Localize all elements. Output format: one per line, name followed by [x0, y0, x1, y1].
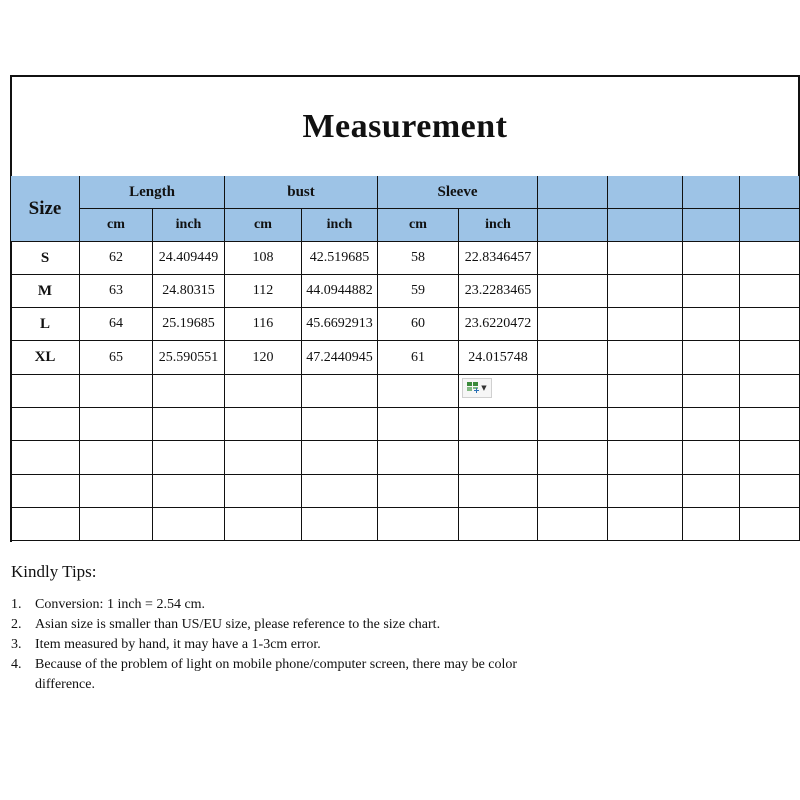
table-cell[interactable]: 24.80315	[153, 275, 225, 308]
unit-header-inch[interactable]: inch	[302, 209, 378, 242]
empty-cell[interactable]	[225, 408, 302, 441]
empty-cell[interactable]	[538, 508, 608, 541]
empty-cell[interactable]	[608, 475, 683, 508]
empty-cell[interactable]	[153, 408, 225, 441]
empty-cell[interactable]	[153, 475, 225, 508]
empty-cell[interactable]	[740, 441, 800, 475]
empty-cell[interactable]	[80, 408, 153, 441]
empty-header-cell[interactable]	[740, 209, 800, 242]
empty-cell[interactable]	[302, 441, 378, 475]
empty-cell[interactable]	[608, 375, 683, 408]
empty-cell[interactable]	[302, 508, 378, 541]
empty-cell[interactable]	[80, 508, 153, 541]
empty-cell[interactable]	[683, 375, 740, 408]
table-cell[interactable]: 61	[378, 341, 459, 375]
empty-cell[interactable]	[302, 408, 378, 441]
tip-item	[11, 655, 791, 695]
table-cell[interactable]: 108	[225, 242, 302, 275]
tip-item	[11, 635, 791, 655]
empty-cell[interactable]	[683, 408, 740, 441]
empty-cell[interactable]	[11, 508, 80, 541]
tip-item	[11, 615, 791, 635]
tips-title: Kindly Tips:	[11, 562, 97, 581]
table-cell[interactable]: 59	[378, 275, 459, 308]
table-cell[interactable]: 58	[378, 242, 459, 275]
empty-cell[interactable]	[153, 508, 225, 541]
table-cell[interactable]: 63	[80, 275, 153, 308]
size-cell[interactable]: L	[11, 308, 80, 341]
empty-cell[interactable]	[80, 475, 153, 508]
table-cell[interactable]: 23.6220472	[459, 308, 538, 341]
table-cell[interactable]: 25.19685	[153, 308, 225, 341]
empty-cell[interactable]	[378, 441, 459, 475]
empty-header-cell[interactable]	[740, 176, 800, 209]
empty-cell[interactable]	[683, 475, 740, 508]
size-cell[interactable]: XL	[11, 341, 80, 375]
empty-cell[interactable]	[683, 308, 740, 341]
empty-cell[interactable]	[538, 275, 608, 308]
empty-cell[interactable]	[459, 408, 538, 441]
empty-cell[interactable]	[302, 475, 378, 508]
unit-header-inch[interactable]: inch	[459, 209, 538, 242]
empty-cell[interactable]	[608, 508, 683, 541]
empty-cell[interactable]	[608, 408, 683, 441]
empty-cell[interactable]	[608, 242, 683, 275]
empty-cell[interactable]	[225, 441, 302, 475]
empty-cell[interactable]	[740, 508, 800, 541]
empty-cell[interactable]	[683, 275, 740, 308]
table-cell[interactable]: 116	[225, 308, 302, 341]
unit-header-cm[interactable]: cm	[378, 209, 459, 242]
tip-number: 4.	[11, 657, 22, 672]
tip-number: 2.	[11, 617, 22, 632]
group-header-length[interactable]: Length	[80, 176, 225, 209]
tip-number: 3.	[11, 637, 22, 652]
empty-cell[interactable]	[11, 475, 80, 508]
table-cell[interactable]: 44.0944882	[302, 275, 378, 308]
empty-cell[interactable]	[683, 508, 740, 541]
empty-cell[interactable]	[378, 508, 459, 541]
table-cell[interactable]: 62	[80, 242, 153, 275]
unit-header-inch[interactable]: inch	[153, 209, 225, 242]
empty-header-cell[interactable]	[608, 209, 683, 242]
empty-cell[interactable]	[683, 441, 740, 475]
empty-cell[interactable]	[740, 375, 800, 408]
table-title: Measurement	[302, 108, 508, 145]
unit-header-cm[interactable]: cm	[80, 209, 153, 242]
empty-cell[interactable]	[153, 375, 225, 408]
tip-text: Because of the problem of light on mobile phone/computer screen, there may be color difference.	[35, 657, 518, 692]
empty-cell[interactable]	[683, 242, 740, 275]
empty-cell[interactable]	[608, 308, 683, 341]
group-header-sleeve[interactable]: Sleeve	[378, 176, 538, 209]
empty-cell[interactable]	[80, 441, 153, 475]
empty-cell[interactable]	[608, 441, 683, 475]
group-header-bust[interactable]: bust	[225, 176, 378, 209]
empty-cell[interactable]	[608, 341, 683, 375]
table-cell[interactable]: 112	[225, 275, 302, 308]
empty-cell[interactable]	[740, 308, 800, 341]
table-cell[interactable]: 24.409449	[153, 242, 225, 275]
size-cell[interactable]: S	[11, 242, 80, 275]
empty-cell[interactable]	[538, 441, 608, 475]
empty-cell[interactable]	[459, 441, 538, 475]
empty-cell[interactable]	[11, 375, 80, 408]
empty-cell[interactable]	[11, 408, 80, 441]
clipboard-glyph	[467, 382, 479, 394]
table-cell[interactable]: 22.8346457	[459, 242, 538, 275]
empty-cell[interactable]	[459, 508, 538, 541]
empty-cell[interactable]	[538, 242, 608, 275]
empty-cell[interactable]	[225, 375, 302, 408]
unit-header-cm[interactable]: cm	[225, 209, 302, 242]
empty-header-cell[interactable]	[538, 209, 608, 242]
table-cell[interactable]: 24.015748	[459, 341, 538, 375]
empty-cell[interactable]	[302, 375, 378, 408]
empty-cell[interactable]	[538, 408, 608, 441]
empty-cell[interactable]	[11, 441, 80, 475]
title-cell	[10, 75, 800, 177]
tip-text: Conversion: 1 inch = 2.54 cm.	[35, 597, 206, 612]
chevron-down-icon: ▼	[481, 384, 487, 392]
tip-number: 1.	[11, 597, 22, 612]
empty-cell[interactable]	[683, 341, 740, 375]
empty-cell[interactable]	[608, 275, 683, 308]
table-cell[interactable]: 42.519685	[302, 242, 378, 275]
table-cell[interactable]: 120	[225, 341, 302, 375]
empty-cell[interactable]	[740, 475, 800, 508]
table-cell[interactable]: 60	[378, 308, 459, 341]
empty-cell[interactable]	[378, 475, 459, 508]
table-cell[interactable]: 65	[80, 341, 153, 375]
empty-cell[interactable]	[538, 375, 608, 408]
empty-header-cell[interactable]	[683, 176, 740, 209]
empty-cell[interactable]	[740, 275, 800, 308]
empty-cell[interactable]	[538, 475, 608, 508]
tip-text: Asian size is smaller than US/EU size, please reference to the size chart.	[35, 617, 441, 632]
empty-header-cell[interactable]	[538, 176, 608, 209]
table-cell[interactable]: 23.2283465	[459, 275, 538, 308]
empty-cell[interactable]	[538, 341, 608, 375]
empty-cell[interactable]	[740, 242, 800, 275]
empty-cell[interactable]	[378, 375, 459, 408]
empty-cell[interactable]	[225, 508, 302, 541]
table-cell[interactable]: 64	[80, 308, 153, 341]
empty-cell[interactable]	[740, 408, 800, 441]
empty-header-cell[interactable]	[608, 176, 683, 209]
empty-cell[interactable]	[740, 341, 800, 375]
empty-cell[interactable]	[225, 475, 302, 508]
table-cell[interactable]: 25.590551	[153, 341, 225, 375]
empty-cell[interactable]	[538, 308, 608, 341]
empty-cell[interactable]	[153, 441, 225, 475]
table-cell[interactable]: 45.6692913	[302, 308, 378, 341]
empty-cell[interactable]	[459, 475, 538, 508]
paste-options-icon[interactable]	[462, 378, 492, 398]
tip-item	[11, 595, 791, 615]
size-header[interactable]: Size	[11, 176, 80, 242]
tips-section	[11, 562, 791, 695]
empty-cell[interactable]	[378, 408, 459, 441]
empty-header-cell[interactable]	[683, 209, 740, 242]
tips-list	[11, 595, 791, 695]
empty-cell[interactable]	[80, 375, 153, 408]
size-cell[interactable]: M	[11, 275, 80, 308]
table-cell[interactable]: 47.2440945	[302, 341, 378, 375]
tip-text: Item measured by hand, it may have a 1-3cm error.	[35, 637, 321, 652]
